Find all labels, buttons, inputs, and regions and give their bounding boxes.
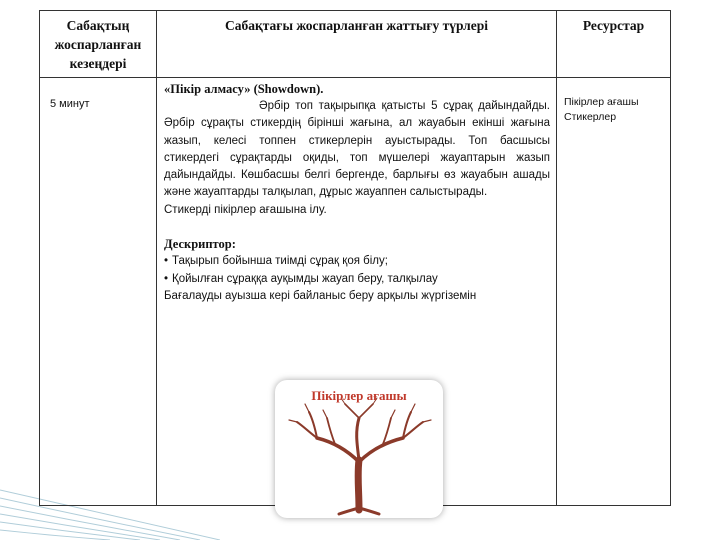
tree-caption: Пікірлер ағашы — [311, 388, 407, 403]
header-stage: Сабақтың жоспарланған кезеңдері — [40, 11, 157, 78]
activity-paragraph: Әрбір топ тақырыпқа қатысты 5 сұрақ дайындайды. Әрбір сұрақты стикердің бірінші жағына, ал жауабын екінші жағына жазып, келесі топпен стикерлерін ауыстырады. Топ басшысы стикердегі сұрақтарды оқиды, топ мүшелері жауаптарын жазып дайындайды. Көшбасшы белгі бергенде, барлығы өз жауабын ашады және жауаптарды талқылап, дұрыс жауаппен салыстырады. — [164, 100, 550, 199]
cell-resources — [557, 78, 671, 506]
cell-stage — [40, 78, 157, 506]
header-activity: Сабақтағы жоспарланған жаттығу түрлері — [157, 11, 557, 78]
resource-item: Пікірлер ағашы — [564, 96, 639, 108]
feedback-text: Бағалауды ауызша кері байланыс беру арқылы жүргіземін — [164, 289, 477, 302]
descriptor-item: • Қойылған сұраққа ауқымды жауап беру, талқылау — [164, 272, 438, 285]
descriptor-item: • Тақырып бойынша тиімді сұрақ қоя білу; — [164, 255, 388, 268]
activity-line: Стикерді пікірлер ағашына ілу. — [164, 203, 327, 216]
stage-duration: 5 минут — [50, 98, 90, 110]
table-header-row — [40, 11, 671, 78]
resource-item: Стикерлер — [564, 111, 617, 124]
opinion-tree-image — [275, 380, 443, 518]
descriptor-title: Дескриптор: — [164, 237, 236, 252]
activity-title: «Пікір алмасу» (Showdown). — [164, 82, 324, 96]
header-resources: Ресурстар — [557, 11, 671, 78]
